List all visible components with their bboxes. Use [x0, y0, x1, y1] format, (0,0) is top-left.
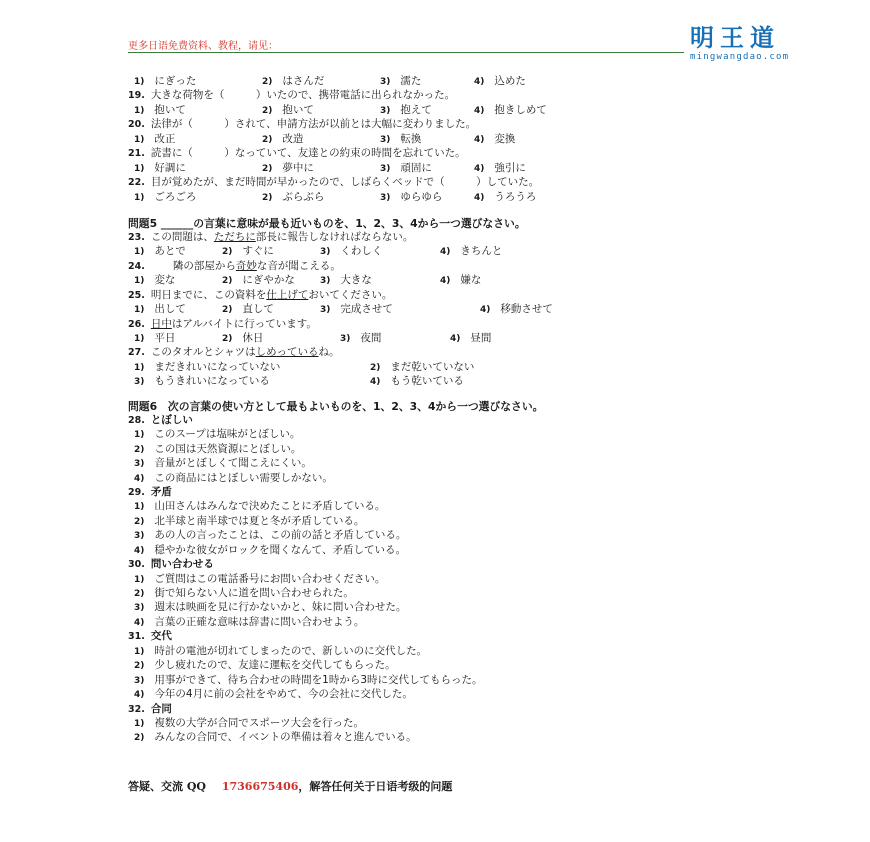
footer-qq-number[interactable]: 1736675406	[221, 780, 299, 793]
footer-contact	[128, 778, 452, 794]
q31-option: 4) 今年の4月に前の会社をやめて、今の会社に交代した。	[134, 688, 413, 701]
question-30: 30. 問い合わせる	[128, 558, 214, 571]
site-logo[interactable]	[690, 23, 850, 62]
q27-options-b: 3) もうきれいになっている 4) もう乾いている	[134, 375, 464, 388]
q31-option: 1) 時計の電池が切れてしまったので、新しいのに交代した。	[134, 644, 428, 657]
question-28: 28. とぼしい	[128, 413, 193, 426]
header-divider	[128, 52, 684, 53]
q24-options: 1) 変な 2) にぎやかな 3) 大きな 4) 嫌な	[134, 274, 482, 287]
question-23: 23. この問題は、ただちに部長に報告しなければならない。	[128, 230, 414, 243]
q28-option: 2) この国は天然資源にとぼしい。	[134, 442, 302, 455]
footer-suffix: ，解答任何关于日语考级的问题	[298, 780, 453, 793]
section-6-title: 問題6 次の言葉の使い方として最もよいものを、1、2、3、4から一つ選びなさい。	[128, 399, 544, 413]
q30-option: 4) 言葉の正確な意味は辞書に問い合わせよう。	[134, 615, 365, 628]
q29-option: 2) 北半球と南半球では夏と冬が矛盾している。	[134, 514, 365, 527]
question-19: 19. 大きな荷物を（ ）いたので、携帯電話に出られなかった。	[128, 89, 456, 102]
logo-chinese: 明王道	[690, 23, 780, 52]
q27-options-a: 1) まだきれいになっていない 2) まだ乾いていない	[134, 360, 475, 373]
q28-option: 3) 音量がとぼしくて聞こえにくい。	[134, 457, 312, 470]
q21-options: 1) 好調に 2) 夢中に 3) 頑固に 4) 強引に	[134, 161, 526, 174]
question-32: 32. 合同	[128, 702, 172, 715]
footer-prefix: 答疑、交流 QQ	[128, 780, 206, 793]
question-31: 31. 交代	[128, 630, 172, 643]
q29-option: 3) あの人の言ったことは、この前の話と矛盾している。	[134, 529, 407, 542]
logo-url: mingwangdao.com	[690, 52, 790, 62]
question-22: 22. 目が覚めたが、まだ時間が早かったので、しばらくベッドで（ ）していた。	[128, 176, 540, 189]
q26-options: 1) 平日 2) 休日 3) 夜間 4) 昼間	[134, 332, 492, 344]
question-20: 20. 法律が（ ）されて、申請方法が以前とは大幅に変わりました。	[128, 118, 477, 131]
q23-options: 1) あとで 2) すぐに 3) くわしく 4) きちんと	[134, 245, 503, 258]
q31-option: 3) 用事ができて、待ち合わせの時間を1時から3時に交代してもらった。	[134, 673, 483, 686]
question-21: 21. 読書に（ ）なっていて、友達との約束の時間を忘れていた。	[128, 147, 466, 160]
q31-option: 2) 少し疲れたので、友達に運転を交代してもらった。	[134, 659, 396, 672]
q22-options: 1) ごろごろ 2) ぶらぶら 3) ゆらゆら 4) うろうろ	[134, 190, 537, 203]
q29-option: 4) 穏やかな彼女がロックを聞くなんて、矛盾している。	[134, 543, 406, 556]
q29-option: 1) 山田さんはみんなで決めたことに矛盾している。	[134, 500, 386, 513]
q28-option: 1) このスープは塩味がとぼしい。	[134, 428, 301, 441]
q28-option: 4) この商品にはとぼしい需要しかない。	[134, 471, 333, 484]
q30-option: 2) 街で知らない人に道を問い合わせられた。	[134, 587, 354, 599]
question-26: 26. 日中はアルバイトに行っています。	[128, 317, 317, 330]
question-29: 29. 矛盾	[128, 485, 172, 498]
q30-option: 1) ご質問はこの電話番号にお問い合わせください。	[134, 572, 386, 585]
q32-option: 1) 複数の大学が合同でスポーツ大会を行った。	[134, 716, 364, 729]
question-27: 27. このタオルとシャツはしめっているね。	[128, 346, 340, 359]
q32-option: 2) みんなの合同で、イベントの準備は着々と進んでいる。	[134, 731, 417, 744]
question-24: 24. 隣の部屋から奇妙な音が聞こえる。	[128, 259, 341, 272]
q25-options: 1) 出して 2) 直して 3) 完成させて 4) 移動させて	[134, 303, 553, 316]
q19-options: 1) 抱いて 2) 抱いて 3) 抱えて 4) 抱きしめて	[134, 103, 547, 116]
question-25: 25. 明日までに、この資料を仕上げておいてください。	[128, 288, 393, 301]
document-body	[128, 74, 748, 745]
section-5-title: 問題5 ______の言葉に意味が最も近いものを、1、2、3、4から一つ選びなさい。	[128, 216, 526, 230]
q20-options: 1) 改正 2) 改造 3) 転換 4) 変換	[134, 132, 516, 145]
q18-options: 1) にぎった 2) はさんだ 3) 濡た 4) 込めた	[134, 75, 526, 87]
q30-option: 3) 週末は映画を見に行かないかと、妹に問い合わせた。	[134, 601, 407, 614]
header-promo-text: 更多日语免费资料、教程，请见：	[128, 41, 278, 52]
